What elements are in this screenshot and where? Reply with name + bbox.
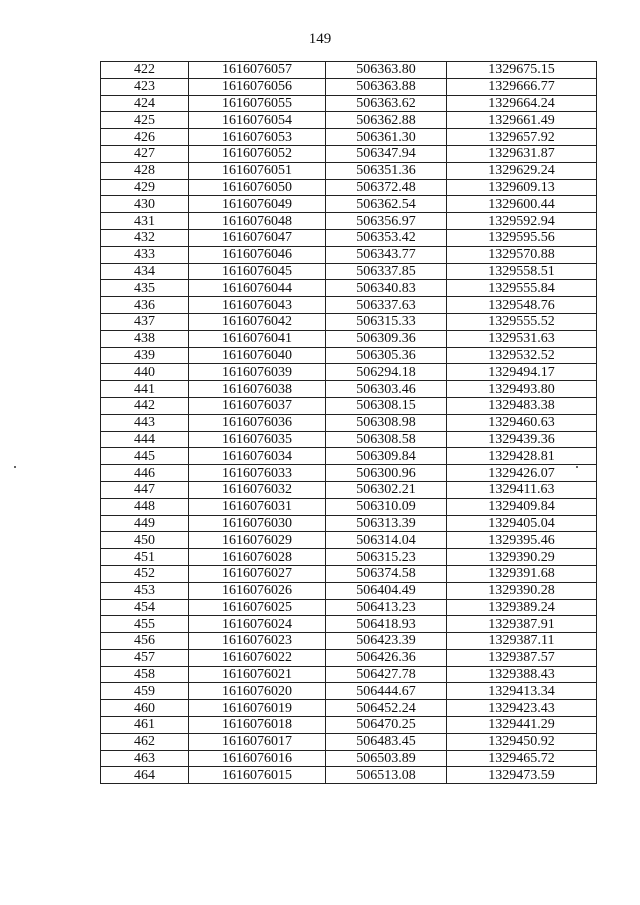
point-id-cell: 1616076035 (189, 431, 326, 448)
x-coordinate-cell: 506308.15 (326, 397, 447, 414)
point-number-cell: 464 (101, 767, 189, 784)
x-coordinate-cell: 506363.62 (326, 95, 447, 112)
x-coordinate-cell: 506294.18 (326, 364, 447, 381)
y-coordinate-cell: 1329631.87 (447, 145, 597, 162)
point-number-cell: 461 (101, 717, 189, 734)
y-coordinate-cell: 1329413.34 (447, 683, 597, 700)
table-row (101, 515, 597, 532)
point-id-cell: 1616076027 (189, 565, 326, 582)
point-number-cell: 446 (101, 465, 189, 482)
x-coordinate-cell: 506503.89 (326, 750, 447, 767)
point-number-cell: 433 (101, 246, 189, 263)
point-number-cell: 440 (101, 364, 189, 381)
point-id-cell: 1616076034 (189, 448, 326, 465)
y-coordinate-cell: 1329657.92 (447, 129, 597, 146)
point-number-cell: 425 (101, 112, 189, 129)
x-coordinate-cell: 506315.23 (326, 549, 447, 566)
table-row (101, 213, 597, 230)
x-coordinate-cell: 506308.58 (326, 431, 447, 448)
x-coordinate-cell: 506452.24 (326, 700, 447, 717)
y-coordinate-cell: 1329493.80 (447, 381, 597, 398)
x-coordinate-cell: 506315.33 (326, 313, 447, 330)
point-id-cell: 1616076038 (189, 381, 326, 398)
table-row (101, 196, 597, 213)
point-id-cell: 1616076057 (189, 62, 326, 79)
point-number-cell: 439 (101, 347, 189, 364)
y-coordinate-cell: 1329465.72 (447, 750, 597, 767)
table-row (101, 330, 597, 347)
table-row (101, 162, 597, 179)
point-number-cell: 443 (101, 414, 189, 431)
point-number-cell: 427 (101, 145, 189, 162)
point-id-cell: 1616076019 (189, 700, 326, 717)
table-row (101, 381, 597, 398)
point-id-cell: 1616076048 (189, 213, 326, 230)
y-coordinate-cell: 1329675.15 (447, 62, 597, 79)
table-row (101, 717, 597, 734)
table-row (101, 297, 597, 314)
point-number-cell: 448 (101, 498, 189, 515)
y-coordinate-cell: 1329629.24 (447, 162, 597, 179)
x-coordinate-cell: 506343.77 (326, 246, 447, 263)
point-id-cell: 1616076023 (189, 633, 326, 650)
point-id-cell: 1616076022 (189, 649, 326, 666)
table-row (101, 431, 597, 448)
point-id-cell: 1616076020 (189, 683, 326, 700)
point-id-cell: 1616076056 (189, 78, 326, 95)
y-coordinate-cell: 1329548.76 (447, 297, 597, 314)
table-row (101, 549, 597, 566)
point-number-cell: 462 (101, 733, 189, 750)
point-id-cell: 1616076036 (189, 414, 326, 431)
point-id-cell: 1616076029 (189, 532, 326, 549)
x-coordinate-cell: 506337.63 (326, 297, 447, 314)
x-coordinate-cell: 506337.85 (326, 263, 447, 280)
y-coordinate-cell: 1329387.11 (447, 633, 597, 650)
x-coordinate-cell: 506356.97 (326, 213, 447, 230)
table-row (101, 481, 597, 498)
point-number-cell: 424 (101, 95, 189, 112)
y-coordinate-cell: 1329409.84 (447, 498, 597, 515)
point-id-cell: 1616076044 (189, 280, 326, 297)
y-coordinate-cell: 1329387.57 (447, 649, 597, 666)
y-coordinate-cell: 1329592.94 (447, 213, 597, 230)
point-number-cell: 431 (101, 213, 189, 230)
x-coordinate-cell: 506483.45 (326, 733, 447, 750)
point-number-cell: 460 (101, 700, 189, 717)
point-number-cell: 454 (101, 599, 189, 616)
y-coordinate-cell: 1329661.49 (447, 112, 597, 129)
table-row (101, 599, 597, 616)
table-row (101, 700, 597, 717)
table-row (101, 95, 597, 112)
point-number-cell: 457 (101, 649, 189, 666)
x-coordinate-cell: 506305.36 (326, 347, 447, 364)
y-coordinate-cell: 1329426.07 (447, 465, 597, 482)
coordinates-table (100, 61, 597, 784)
point-id-cell: 1616076050 (189, 179, 326, 196)
x-coordinate-cell: 506351.36 (326, 162, 447, 179)
y-coordinate-cell: 1329483.38 (447, 397, 597, 414)
point-number-cell: 449 (101, 515, 189, 532)
y-coordinate-cell: 1329405.04 (447, 515, 597, 532)
x-coordinate-cell: 506310.09 (326, 498, 447, 515)
y-coordinate-cell: 1329387.91 (447, 616, 597, 633)
x-coordinate-cell: 506444.67 (326, 683, 447, 700)
y-coordinate-cell: 1329390.28 (447, 582, 597, 599)
table-row (101, 767, 597, 784)
point-id-cell: 1616076039 (189, 364, 326, 381)
x-coordinate-cell: 506309.36 (326, 330, 447, 347)
x-coordinate-cell: 506372.48 (326, 179, 447, 196)
table-row (101, 414, 597, 431)
point-number-cell: 445 (101, 448, 189, 465)
point-id-cell: 1616076015 (189, 767, 326, 784)
point-id-cell: 1616076021 (189, 666, 326, 683)
x-coordinate-cell: 506340.83 (326, 280, 447, 297)
table-row (101, 246, 597, 263)
table-row (101, 129, 597, 146)
point-number-cell: 441 (101, 381, 189, 398)
y-coordinate-cell: 1329439.36 (447, 431, 597, 448)
y-coordinate-cell: 1329600.44 (447, 196, 597, 213)
x-coordinate-cell: 506363.80 (326, 62, 447, 79)
point-number-cell: 459 (101, 683, 189, 700)
point-number-cell: 451 (101, 549, 189, 566)
table-row (101, 616, 597, 633)
x-coordinate-cell: 506418.93 (326, 616, 447, 633)
point-number-cell: 426 (101, 129, 189, 146)
point-number-cell: 423 (101, 78, 189, 95)
x-coordinate-cell: 506362.54 (326, 196, 447, 213)
point-id-cell: 1616076037 (189, 397, 326, 414)
point-number-cell: 437 (101, 313, 189, 330)
point-number-cell: 442 (101, 397, 189, 414)
point-id-cell: 1616076041 (189, 330, 326, 347)
x-coordinate-cell: 506404.49 (326, 582, 447, 599)
point-number-cell: 428 (101, 162, 189, 179)
point-id-cell: 1616076033 (189, 465, 326, 482)
point-number-cell: 434 (101, 263, 189, 280)
point-id-cell: 1616076018 (189, 717, 326, 734)
table-row (101, 313, 597, 330)
x-coordinate-cell: 506374.58 (326, 565, 447, 582)
point-number-cell: 435 (101, 280, 189, 297)
x-coordinate-cell: 506308.98 (326, 414, 447, 431)
point-id-cell: 1616076030 (189, 515, 326, 532)
table-row (101, 649, 597, 666)
coordinates-table-body (101, 62, 597, 784)
point-id-cell: 1616076055 (189, 95, 326, 112)
x-coordinate-cell: 506309.84 (326, 448, 447, 465)
point-id-cell: 1616076026 (189, 582, 326, 599)
point-id-cell: 1616076017 (189, 733, 326, 750)
point-id-cell: 1616076032 (189, 481, 326, 498)
y-coordinate-cell: 1329411.63 (447, 481, 597, 498)
table-row (101, 448, 597, 465)
x-coordinate-cell: 506426.36 (326, 649, 447, 666)
point-id-cell: 1616076042 (189, 313, 326, 330)
table-row (101, 666, 597, 683)
x-coordinate-cell: 506513.08 (326, 767, 447, 784)
point-id-cell: 1616076025 (189, 599, 326, 616)
y-coordinate-cell: 1329388.43 (447, 666, 597, 683)
table-row (101, 112, 597, 129)
y-coordinate-cell: 1329389.24 (447, 599, 597, 616)
point-id-cell: 1616076045 (189, 263, 326, 280)
scan-speck (576, 466, 578, 468)
table-row (101, 633, 597, 650)
x-coordinate-cell: 506423.39 (326, 633, 447, 650)
y-coordinate-cell: 1329531.63 (447, 330, 597, 347)
point-id-cell: 1616076031 (189, 498, 326, 515)
table-row (101, 750, 597, 767)
y-coordinate-cell: 1329595.56 (447, 229, 597, 246)
table-row (101, 263, 597, 280)
y-coordinate-cell: 1329555.84 (447, 280, 597, 297)
page-number: 149 (308, 31, 332, 47)
point-number-cell: 455 (101, 616, 189, 633)
point-id-cell: 1616076024 (189, 616, 326, 633)
x-coordinate-cell: 506361.30 (326, 129, 447, 146)
x-coordinate-cell: 506303.46 (326, 381, 447, 398)
point-number-cell: 450 (101, 532, 189, 549)
point-number-cell: 458 (101, 666, 189, 683)
x-coordinate-cell: 506347.94 (326, 145, 447, 162)
point-id-cell: 1616076028 (189, 549, 326, 566)
y-coordinate-cell: 1329532.52 (447, 347, 597, 364)
point-number-cell: 453 (101, 582, 189, 599)
y-coordinate-cell: 1329609.13 (447, 179, 597, 196)
point-number-cell: 422 (101, 62, 189, 79)
table-row (101, 78, 597, 95)
point-number-cell: 456 (101, 633, 189, 650)
point-id-cell: 1616076049 (189, 196, 326, 213)
point-number-cell: 438 (101, 330, 189, 347)
y-coordinate-cell: 1329555.52 (447, 313, 597, 330)
y-coordinate-cell: 1329494.17 (447, 364, 597, 381)
table-row (101, 397, 597, 414)
table-row (101, 532, 597, 549)
table-row (101, 465, 597, 482)
point-id-cell: 1616076016 (189, 750, 326, 767)
point-number-cell: 447 (101, 481, 189, 498)
y-coordinate-cell: 1329570.88 (447, 246, 597, 263)
scan-speck (14, 466, 16, 468)
table-row (101, 565, 597, 582)
table-row (101, 280, 597, 297)
table-row (101, 62, 597, 79)
y-coordinate-cell: 1329391.68 (447, 565, 597, 582)
point-id-cell: 1616076054 (189, 112, 326, 129)
point-number-cell: 452 (101, 565, 189, 582)
x-coordinate-cell: 506302.21 (326, 481, 447, 498)
x-coordinate-cell: 506363.88 (326, 78, 447, 95)
x-coordinate-cell: 506313.39 (326, 515, 447, 532)
y-coordinate-cell: 1329423.43 (447, 700, 597, 717)
x-coordinate-cell: 506362.88 (326, 112, 447, 129)
x-coordinate-cell: 506353.42 (326, 229, 447, 246)
y-coordinate-cell: 1329390.29 (447, 549, 597, 566)
x-coordinate-cell: 506470.25 (326, 717, 447, 734)
y-coordinate-cell: 1329460.63 (447, 414, 597, 431)
point-number-cell: 430 (101, 196, 189, 213)
x-coordinate-cell: 506413.23 (326, 599, 447, 616)
point-id-cell: 1616076052 (189, 145, 326, 162)
point-id-cell: 1616076051 (189, 162, 326, 179)
table-row (101, 733, 597, 750)
table-row (101, 145, 597, 162)
table-row (101, 582, 597, 599)
x-coordinate-cell: 506300.96 (326, 465, 447, 482)
table-row (101, 179, 597, 196)
y-coordinate-cell: 1329666.77 (447, 78, 597, 95)
point-id-cell: 1616076040 (189, 347, 326, 364)
table-row (101, 498, 597, 515)
y-coordinate-cell: 1329428.81 (447, 448, 597, 465)
x-coordinate-cell: 506314.04 (326, 532, 447, 549)
y-coordinate-cell: 1329473.59 (447, 767, 597, 784)
point-id-cell: 1616076043 (189, 297, 326, 314)
y-coordinate-cell: 1329664.24 (447, 95, 597, 112)
point-number-cell: 436 (101, 297, 189, 314)
x-coordinate-cell: 506427.78 (326, 666, 447, 683)
y-coordinate-cell: 1329441.29 (447, 717, 597, 734)
point-number-cell: 432 (101, 229, 189, 246)
point-number-cell: 463 (101, 750, 189, 767)
point-number-cell: 429 (101, 179, 189, 196)
table-row (101, 229, 597, 246)
point-number-cell: 444 (101, 431, 189, 448)
table-row (101, 364, 597, 381)
table-row (101, 683, 597, 700)
y-coordinate-cell: 1329558.51 (447, 263, 597, 280)
table-row (101, 347, 597, 364)
point-id-cell: 1616076046 (189, 246, 326, 263)
point-id-cell: 1616076047 (189, 229, 326, 246)
point-id-cell: 1616076053 (189, 129, 326, 146)
y-coordinate-cell: 1329450.92 (447, 733, 597, 750)
y-coordinate-cell: 1329395.46 (447, 532, 597, 549)
